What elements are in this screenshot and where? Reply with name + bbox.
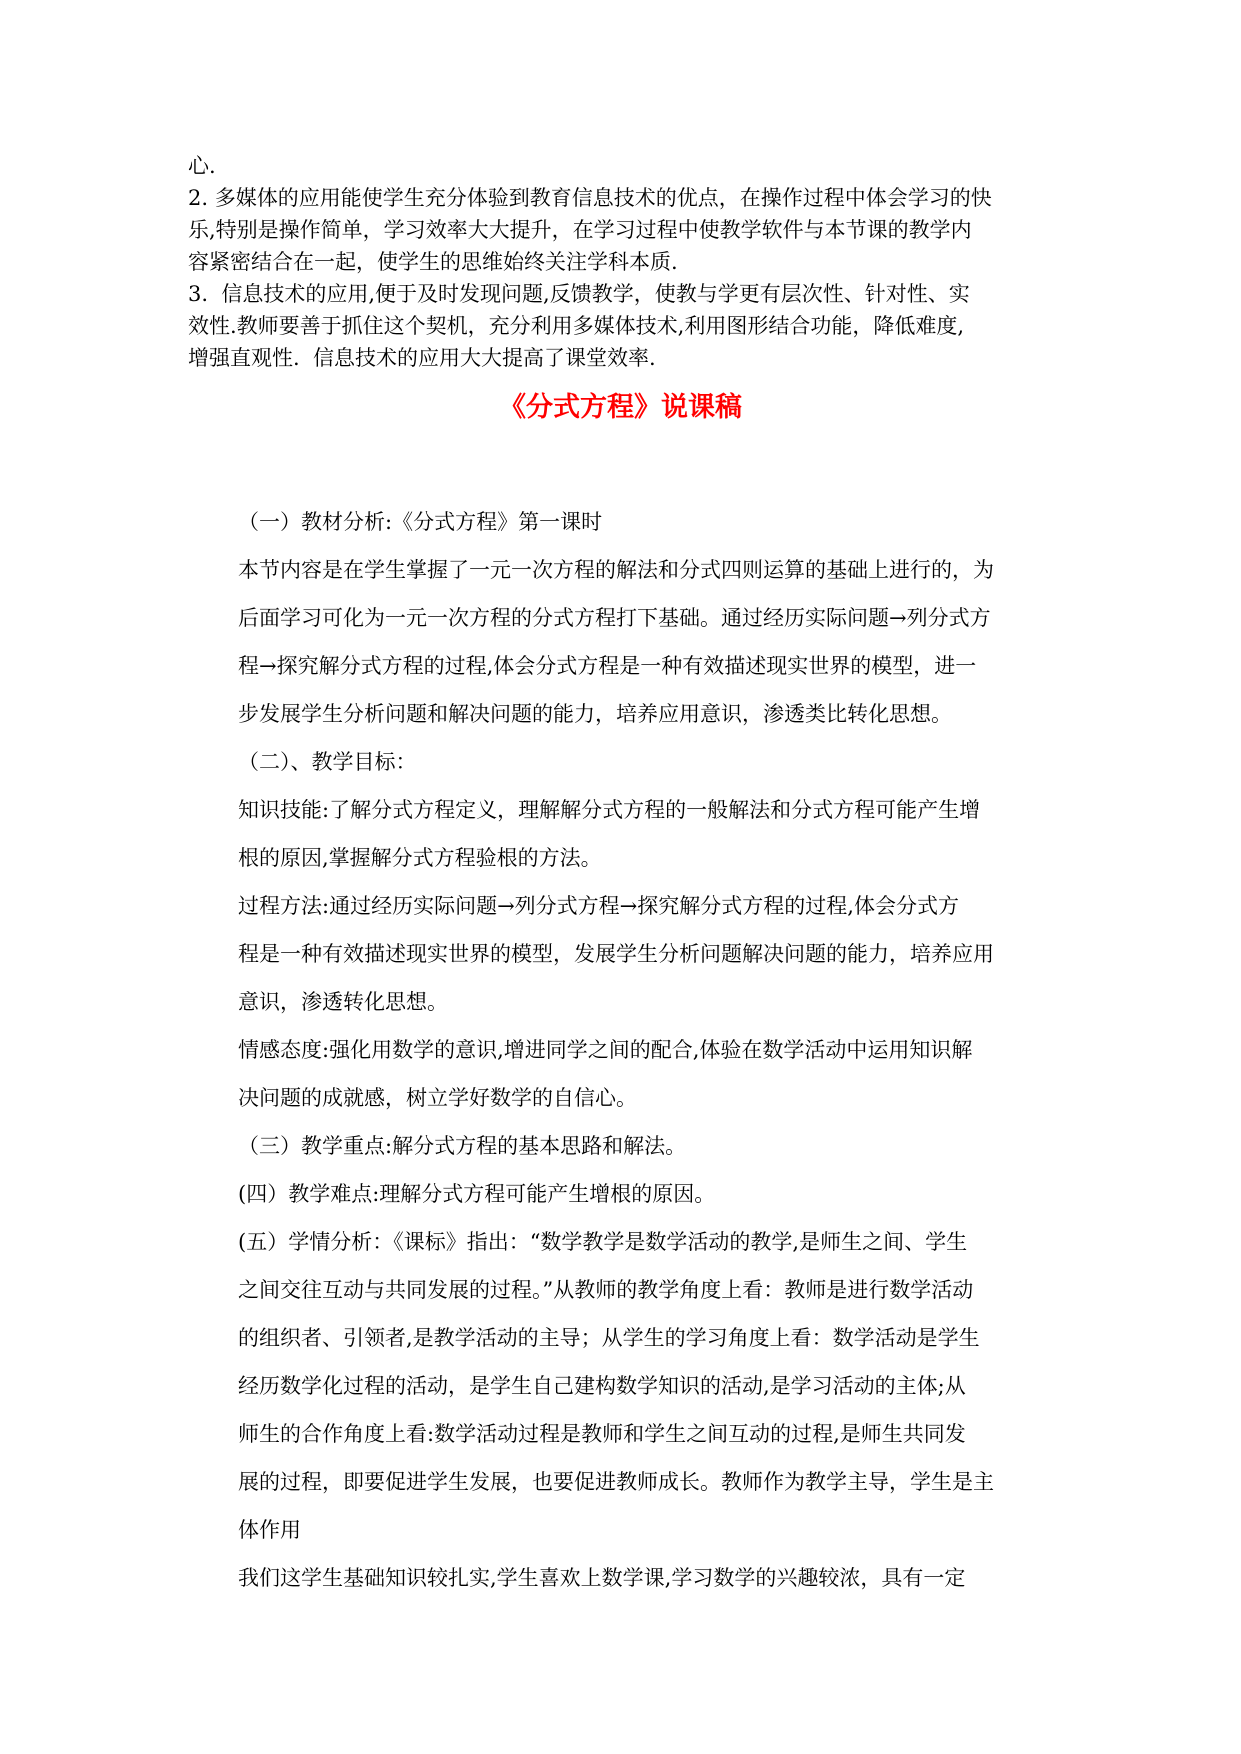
- text-line: 容紧密结合在一起，使学生的思维始终关注学科本质.: [188, 250, 678, 274]
- lesson-plan-body: [238, 498, 1050, 1602]
- text-line: 2. 多媒体的应用能使学生充分体验到教育信息技术的优点，在操作过程中体会学习的快: [188, 186, 992, 210]
- text-line: 意识，渗透转化思想。: [238, 990, 448, 1014]
- text-line: 本节内容是在学生掌握了一元一次方程的解法和分式四则运算的基础上进行的，为: [238, 558, 994, 582]
- text-line: 程→探究解分式方程的过程,体会分式方程是一种有效描述现实世界的模型，进一: [238, 654, 977, 678]
- text-line: 步发展学生分析问题和解决问题的能力，培养应用意识，渗透类比转化思想。: [238, 702, 952, 726]
- text-line: 程是一种有效描述现实世界的模型，发展学生分析问题解决问题的能力，培养应用: [238, 942, 994, 966]
- section-heading-teaching-goals: （二）、教学目标：: [238, 750, 417, 774]
- text-line: 3. 信息技术的应用,便于及时发现问题,反馈教学，使教与学更有层次性、针对性、实: [188, 282, 970, 306]
- section-heading-difficulties: (四）教学难点:理解分式方程可能产生增根的原因。: [238, 1182, 716, 1206]
- text-line: 过程方法:通过经历实际问题→列分式方程→探究解分式方程的过程,体会分式方: [238, 894, 959, 918]
- text-line: 我们这学生基础知识较扎实,学生喜欢上数学课,学习数学的兴趣较浓，具有一定: [238, 1566, 966, 1590]
- section-heading-student-analysis: (五）学情分析：《课标》指出：“数学教学是数学活动的教学,是师生之间、学生: [238, 1230, 968, 1254]
- section-heading-textbook-analysis: （一）教材分析:《分式方程》第一课时: [238, 510, 603, 534]
- text-line: 决问题的成就感，树立学好数学的自信心。: [238, 1086, 637, 1110]
- document-title: 《分式方程》说课稿: [499, 392, 742, 423]
- text-line: 知识技能:了解分式方程定义，理解解分式方程的一般解法和分式方程可能产生增: [238, 798, 981, 822]
- text-line: 体作用: [238, 1518, 301, 1542]
- text-line: 展的过程，即要促进学生发展，也要促进教师成长。教师作为教学主导，学生是主: [238, 1470, 994, 1494]
- continued-section: [188, 150, 1058, 374]
- text-line: 乐,特别是操作简单，学习效率大大提升，在学习过程中使教学软件与本节课的教学内: [188, 218, 972, 242]
- section-heading-key-points: （三）教学重点:解分式方程的基本思路和解法。: [238, 1134, 687, 1158]
- text-line: 效性.教师要善于抓住这个契机，充分利用多媒体技术,利用图形结合功能，降低难度,: [188, 314, 965, 338]
- text-line: 之间交往互动与共同发展的过程。”从教师的教学角度上看：教师是进行数学活动: [238, 1278, 974, 1302]
- text-line: 师生的合作角度上看:数学活动过程是教师和学生之间互动的过程,是师生共同发: [238, 1422, 966, 1446]
- text-line: 经历数学化过程的活动，是学生自己建构数学知识的活动,是学习活动的主体;从: [238, 1374, 966, 1398]
- text-line: 增强直观性. 信息技术的应用大大提高了课堂效率.: [188, 346, 656, 370]
- text-line: 心.: [188, 154, 216, 178]
- text-line: 的组织者、引领者,是教学活动的主导；从学生的学习角度上看：数学活动是学生: [238, 1326, 980, 1350]
- text-line: 情感态度:强化用数学的意识,增进同学之间的配合,体验在数学活动中运用知识解: [238, 1038, 973, 1062]
- text-line: 后面学习可化为一元一次方程的分式方程打下基础。通过经历实际问题→列分式方: [238, 606, 991, 630]
- text-line: 根的原因,掌握解分式方程验根的方法。: [238, 846, 602, 870]
